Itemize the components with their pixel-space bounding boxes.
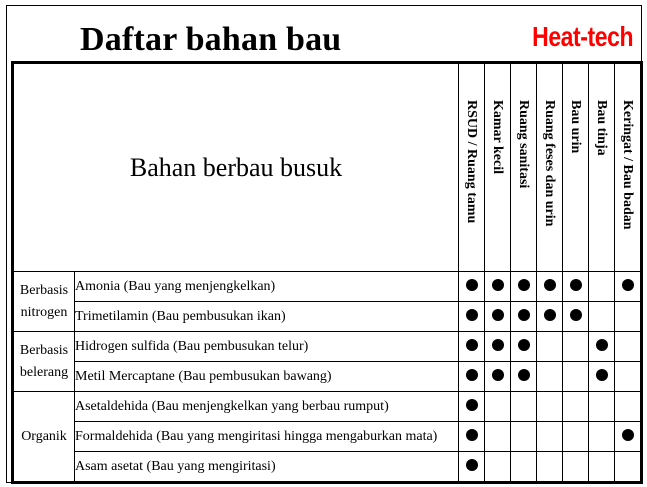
filled-circle-icon	[544, 309, 556, 321]
filled-circle-icon	[466, 459, 478, 471]
column-header	[511, 63, 537, 272]
mark-cell	[511, 272, 537, 302]
category-cell	[13, 272, 75, 332]
filled-circle-icon	[518, 279, 530, 291]
mark-cell	[485, 362, 511, 392]
substance-name: Asam asetat (Bau yang mengiritasi)	[75, 452, 459, 483]
filled-circle-icon	[492, 309, 504, 321]
mark-cell	[511, 452, 537, 483]
column-header-label: Bau urin	[568, 100, 583, 154]
table-header-row	[13, 63, 642, 272]
category-label: Berbasis	[19, 342, 69, 358]
column-header-label: Keringat / Bau badan	[620, 100, 635, 230]
mark-cell	[459, 362, 485, 392]
column-header	[537, 63, 563, 272]
mark-cell	[537, 452, 563, 483]
substance-name: Trimetilamin (Bau pembusukan ikan)	[75, 302, 459, 332]
mark-cell	[563, 452, 589, 483]
mark-cell	[485, 392, 511, 422]
substance-name: Hidrogen sulfida (Bau pembusukan telur)	[75, 332, 459, 362]
filled-circle-icon	[518, 309, 530, 321]
column-header	[459, 63, 485, 272]
column-header	[589, 63, 615, 272]
filled-circle-icon	[622, 279, 634, 291]
mark-cell	[589, 452, 615, 483]
mark-cell	[485, 452, 511, 483]
filled-circle-icon	[466, 399, 478, 411]
mark-cell	[485, 422, 511, 452]
mark-cell	[615, 302, 642, 332]
substance-name: Formaldehida (Bau yang mengiritasi hingga mengaburkan mata)	[75, 422, 459, 452]
mark-cell	[589, 392, 615, 422]
mark-cell	[511, 332, 537, 362]
substance-name: Asetaldehida (Bau menjengkelkan yang berbau rumput)	[75, 392, 459, 422]
odor-table	[11, 61, 643, 484]
table-body	[13, 272, 642, 483]
table-row	[13, 452, 642, 483]
filled-circle-icon	[492, 369, 504, 381]
mark-cell	[459, 452, 485, 483]
mark-cell	[459, 302, 485, 332]
mark-cell	[537, 272, 563, 302]
table-row	[13, 362, 642, 392]
filled-circle-icon	[518, 369, 530, 381]
mark-cell	[615, 332, 642, 362]
mark-cell	[459, 392, 485, 422]
filled-circle-icon	[466, 339, 478, 351]
filled-circle-icon	[466, 309, 478, 321]
column-header-label: Ruang sanitasi	[516, 100, 531, 189]
main-header: Bahan berbau busuk	[13, 63, 459, 272]
mark-cell	[459, 272, 485, 302]
mark-cell	[485, 302, 511, 332]
filled-circle-icon	[492, 279, 504, 291]
table-row	[13, 422, 642, 452]
substance-name: Amonia (Bau yang menjengkelkan)	[75, 272, 459, 302]
mark-cell	[615, 422, 642, 452]
filled-circle-icon	[570, 309, 582, 321]
filled-circle-icon	[570, 279, 582, 291]
mark-cell	[511, 422, 537, 452]
mark-cell	[563, 392, 589, 422]
table-row	[13, 332, 642, 362]
mark-cell	[589, 362, 615, 392]
filled-circle-icon	[596, 339, 608, 351]
mark-cell	[563, 422, 589, 452]
mark-cell	[511, 302, 537, 332]
mark-cell	[537, 392, 563, 422]
column-header	[485, 63, 511, 272]
mark-cell	[537, 362, 563, 392]
filled-circle-icon	[544, 279, 556, 291]
mark-cell	[537, 302, 563, 332]
mark-cell	[615, 452, 642, 483]
column-header-label: Bau tinja	[594, 100, 609, 156]
mark-cell	[615, 272, 642, 302]
filled-circle-icon	[492, 339, 504, 351]
mark-cell	[615, 362, 642, 392]
table-row	[13, 302, 642, 332]
category-label: nitrogen	[20, 304, 68, 320]
mark-cell	[459, 422, 485, 452]
category-label: belerang	[19, 364, 69, 380]
category-cell	[13, 392, 75, 483]
filled-circle-icon	[596, 369, 608, 381]
mark-cell	[589, 332, 615, 362]
table-row	[13, 272, 642, 302]
mark-cell	[589, 272, 615, 302]
table-row	[13, 392, 642, 422]
column-header-label: RSUD / Ruang tamu	[464, 100, 479, 224]
mark-cell	[485, 332, 511, 362]
mark-cell	[537, 422, 563, 452]
filled-circle-icon	[622, 429, 634, 441]
mark-cell	[563, 272, 589, 302]
mark-cell	[459, 332, 485, 362]
brand-logo: Heat-tech	[532, 21, 633, 52]
mark-cell	[485, 272, 511, 302]
mark-cell	[511, 392, 537, 422]
filled-circle-icon	[466, 429, 478, 441]
filled-circle-icon	[466, 369, 478, 381]
mark-cell	[615, 392, 642, 422]
filled-circle-icon	[518, 339, 530, 351]
column-header	[563, 63, 589, 272]
column-header	[615, 63, 642, 272]
column-header-label: Kamar kecil	[490, 100, 505, 175]
category-cell	[13, 332, 75, 392]
mark-cell	[589, 302, 615, 332]
column-header-label: Ruang feses dan urin	[542, 100, 557, 227]
mark-cell	[589, 422, 615, 452]
category-label: Berbasis	[19, 282, 69, 298]
category-label: Organik	[21, 428, 67, 444]
mark-cell	[563, 332, 589, 362]
mark-cell	[563, 302, 589, 332]
mark-cell	[537, 332, 563, 362]
filled-circle-icon	[466, 279, 478, 291]
mark-cell	[563, 362, 589, 392]
substance-name: Metil Mercaptane (Bau pembusukan bawang)	[75, 362, 459, 392]
mark-cell	[511, 362, 537, 392]
page-title: Daftar bahan bau	[80, 21, 342, 58]
